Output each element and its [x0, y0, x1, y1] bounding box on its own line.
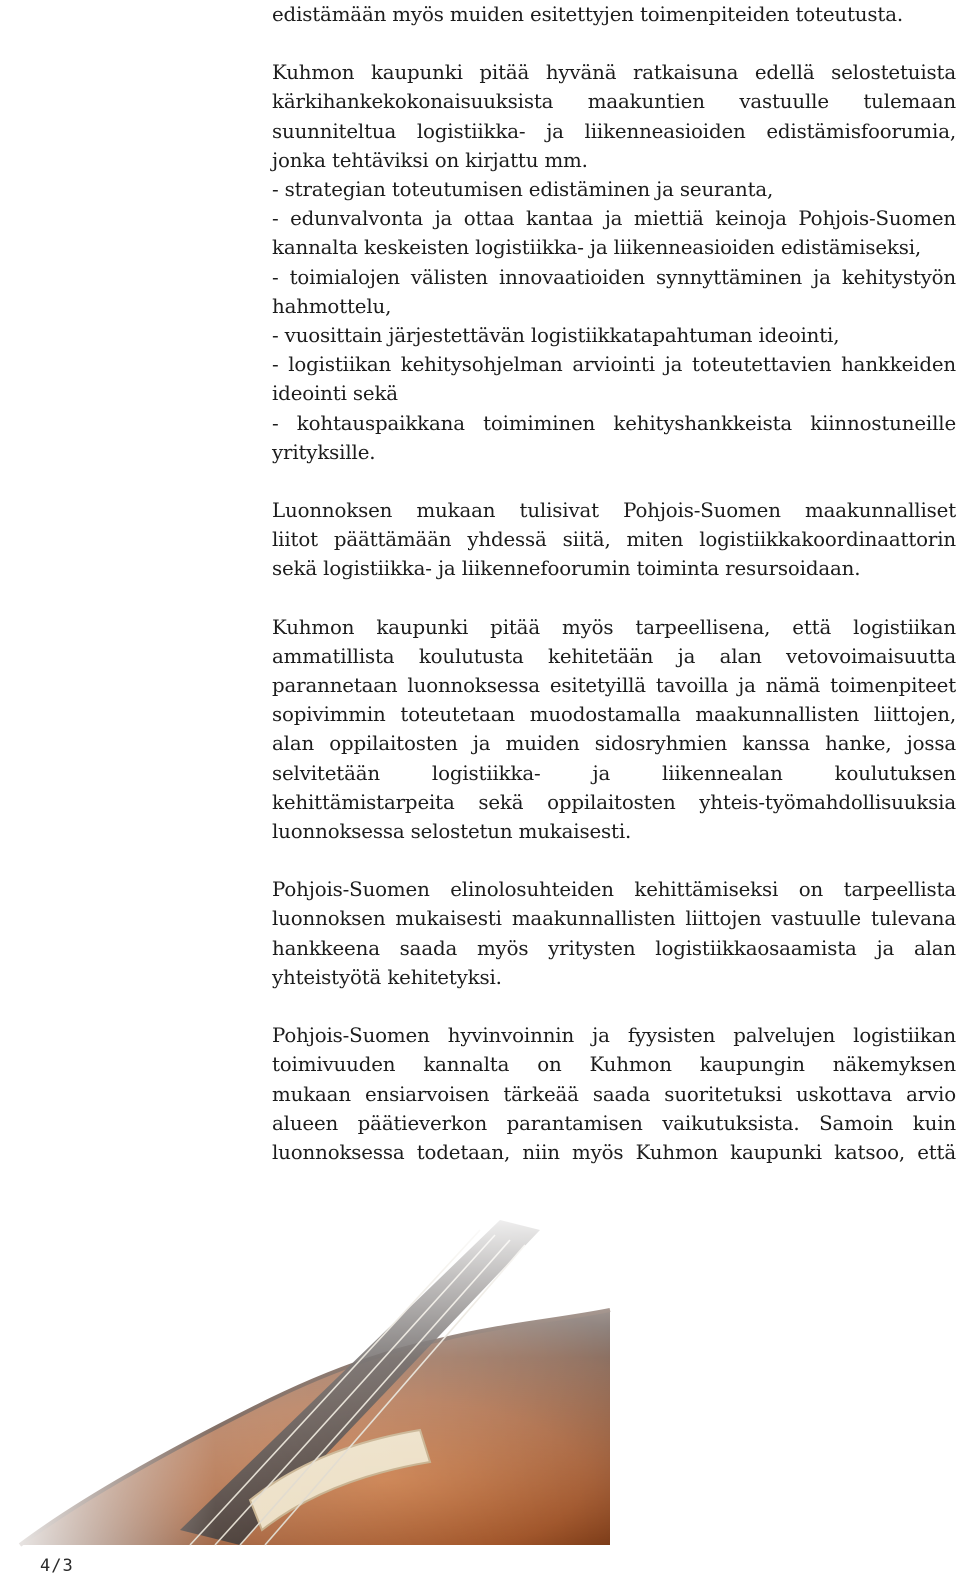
text-line: Pohjois-Suomen hyvinvoinnin ja fyysisten palvelujen logistiikan	[272, 1024, 956, 1048]
list-item: - kohtauspaikkana toimiminen kehityshankkeista kiinnostuneille	[272, 411, 956, 435]
paragraph-5	[272, 1021, 956, 1167]
text-line: mukaan ensiarvoisen tärkeää saada suoritetuksi uskottava arvio	[272, 1082, 956, 1106]
paragraph-3	[272, 613, 956, 847]
text-line: sopivimmin toteutetaan muodostamalla maakunnallisten liittojen,	[272, 703, 956, 727]
text-line: alueen päätieverkon parantamisen vaikutuksista. Samoin kuin	[272, 1111, 956, 1135]
text-line: alan oppilaitosten ja muiden sidosryhmien kanssa hanke, jossa	[272, 732, 956, 756]
task-list	[272, 175, 956, 467]
text-line: kehittämistarpeita sekä oppilaitosten yhteis-työmahdollisuuksia	[272, 790, 956, 814]
text-line: yhteistyötä kehitetyksi.	[272, 965, 502, 989]
text-line: luonnoksessa todetaan, niin myös Kuhmon kaupunki katsoo, että	[272, 1140, 956, 1164]
text-line: liitot päättämään yhdessä siitä, miten logistiikkakoordinaattorin	[272, 528, 956, 552]
list-item: - toimialojen välisten innovaatioiden synnyttäminen ja kehitystyön	[272, 265, 956, 289]
document-body	[272, 0, 956, 1167]
list-item-continuation: kannalta keskeisten logistiikka- ja liikenneasioiden edistämiseksi,	[272, 236, 922, 260]
list-item-continuation: hahmottelu,	[272, 294, 392, 318]
text-line: kärkihankekokonaisuuksista maakuntien vastuulle tulemaan	[272, 90, 956, 114]
text-line: selvitetään logistiikka- ja liikennealan koulutuksen	[272, 761, 956, 785]
text-line: ammatillista koulutusta kehitetään ja alan vetovoimaisuutta	[272, 644, 956, 668]
paragraph-2	[272, 496, 956, 584]
text-line: Kuhmon kaupunki pitää hyvänä ratkaisuna edellä selostetuista	[272, 61, 956, 85]
paragraph-1	[272, 58, 956, 175]
text-line: Kuhmon kaupunki pitää myös tarpeellisena, että logistiikan	[272, 615, 956, 639]
text-line: luonnoksessa selostetun mukaisesti.	[272, 820, 632, 844]
text-line: jonka tehtäviksi on kirjattu mm.	[272, 148, 588, 172]
list-item: - vuosittain järjestettävän logistiikkatapahtuman ideointi,	[272, 324, 840, 348]
text-line: Pohjois-Suomen elinolosuhteiden kehittämiseksi on tarpeellista	[272, 878, 956, 902]
text-line: Luonnoksen mukaan tulisivat Pohjois-Suomen maakunnalliset	[272, 499, 956, 523]
list-item: - edunvalvonta ja ottaa kantaa ja miettiä keinoja Pohjois-Suomen	[272, 207, 956, 231]
list-item: - strategian toteutumisen edistäminen ja seuranta,	[272, 178, 774, 202]
list-item-continuation: ideointi sekä	[272, 382, 398, 406]
list-item-continuation: yrityksille.	[272, 440, 376, 464]
text-line: parannetaan luonnoksessa esitetyillä tavoilla ja nämä toimenpiteet	[272, 674, 956, 698]
page-number: 4/3	[40, 1556, 74, 1576]
violin-image	[0, 1200, 615, 1550]
text-line: hankkeena saada myös yritysten logistiikkaosaamista ja alan	[272, 936, 956, 960]
top-line: edistämään myös muiden esitettyjen toimenpiteiden toteutusta.	[272, 3, 903, 26]
paragraph-4	[272, 875, 956, 992]
text-line: suunniteltua logistiikka- ja liikenneasioiden edistämisfoorumia,	[272, 119, 956, 143]
text-line: luonnoksen mukaisesti maakunnallisten liittojen vastuulle tulevana	[272, 907, 956, 931]
list-item: - logistiikan kehitysohjelman arviointi ja toteutettavien hankkeiden	[272, 353, 956, 377]
text-line: toimivuuden kannalta on Kuhmon kaupungin näkemyksen	[272, 1053, 956, 1077]
text-line: sekä logistiikka- ja liikennefoorumin toiminta resursoidaan.	[272, 557, 861, 581]
